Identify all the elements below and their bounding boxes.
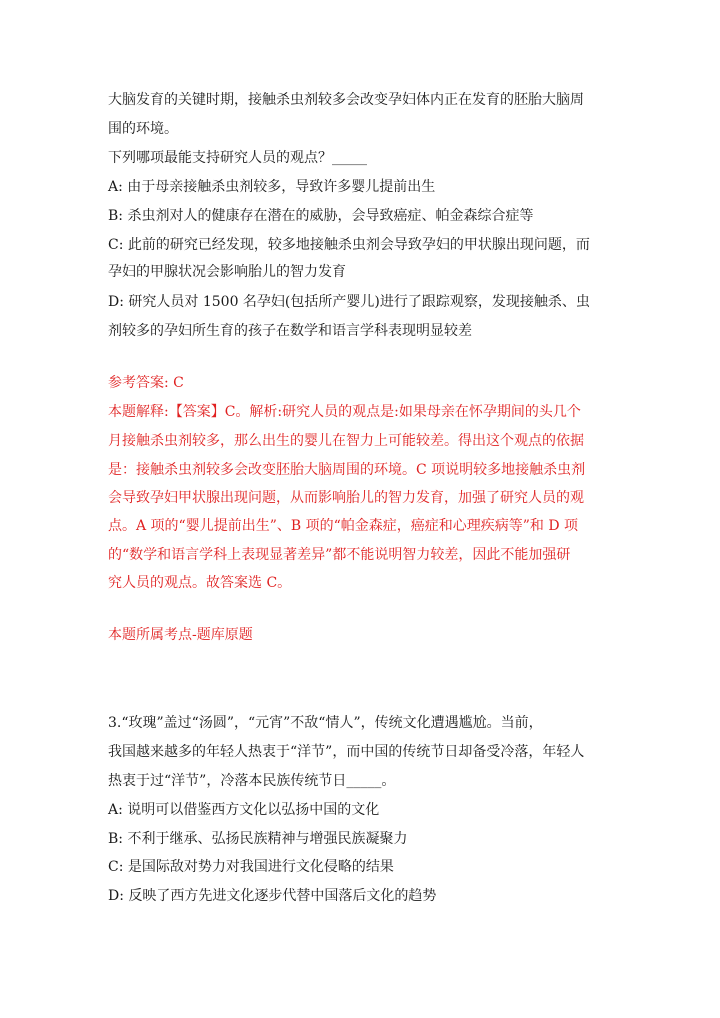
question-text-line: 3.“玫瑰”盖过“汤圆”，“元宵”不敌“情人”，传统文化遭遇尴尬。当前， (108, 715, 543, 731)
option-d: D: 研究人员对 1500 名孕妇(包括所产婴儿)进行了跟踪观察，发现接触杀、虫 (108, 294, 590, 310)
explanation-line: 究人员的观点。故答案选 C。 (108, 575, 292, 591)
option-a: A: 由于母亲接触杀虫剂较多，导致许多婴儿提前出生 (108, 179, 436, 195)
option-a: A: 说明可以借鉴西方文化以弘扬中国的文化 (108, 802, 380, 818)
answer-line: 参考答案: C (108, 375, 184, 391)
question-text-line: 我国越来越多的年轻人热衷于“洋节”，而中国的传统节日却备受冷落，年轻人 (108, 744, 585, 760)
option-d: D: 反映了西方先进文化逐步代替中国落后文化的趋势 (108, 888, 437, 904)
explanation-line: 月接触杀虫剂较多，那么出生的婴儿在智力上可能较差。得出这个观点的依据 (108, 433, 584, 449)
option-c: C: 此前的研究已经发现，较多地接触杀虫剂会导致孕妇的甲状腺出现问题，而 (108, 237, 590, 253)
explanation-line: 的“数学和语言学科上表现显著差异”都不能说明智力较差，因此不能加强研 (108, 547, 571, 563)
option-c: C: 是国际敌对势力对我国进行文化侵略的结果 (108, 859, 394, 875)
explanation-line: 会导致孕妇甲状腺出现问题，从而影响胎儿的智力发育，加强了研究人员的观 (108, 490, 584, 506)
question-prompt: 下列哪项最能支持研究人员的观点？_____ (108, 150, 367, 166)
option-d-continued: 剂较多的孕妇所生育的孩子在数学和语言学科表现明显较差 (108, 323, 472, 339)
question-text-line: 大脑发育的关键时期，接触杀虫剂较多会改变孕妇体内正在发育的胚胎大脑周 (108, 92, 584, 108)
explanation-line: 点。A 项的“婴儿提前出生”、B 项的“帕金森症，癌症和心理疾病等”和 D 项 (108, 518, 579, 534)
explanation-line: 是：接触杀虫剂较多会改变胚胎大脑周围的环境。C 项说明较多地接触杀虫剂 (108, 462, 586, 478)
option-c-continued: 孕妇的甲腺状况会影响胎儿的智力发育 (108, 264, 346, 280)
option-b: B: 杀虫剂对人的健康存在潜在的威胁，会导致癌症、帕金森综合症等 (108, 208, 534, 224)
category-line: 本题所属考点-题库原题 (108, 627, 253, 643)
question-text-line: 热衷于过“洋节”，冷落本民族传统节日_____。 (108, 773, 396, 789)
option-b: B: 不利于继承、弘扬民族精神与增强民族凝聚力 (108, 831, 408, 847)
explanation-line: 本题解释:【答案】C。解析:研究人员的观点是:如果母亲在怀孕期间的头几个 (108, 404, 581, 420)
question-text-line: 围的环境。 (108, 121, 178, 137)
